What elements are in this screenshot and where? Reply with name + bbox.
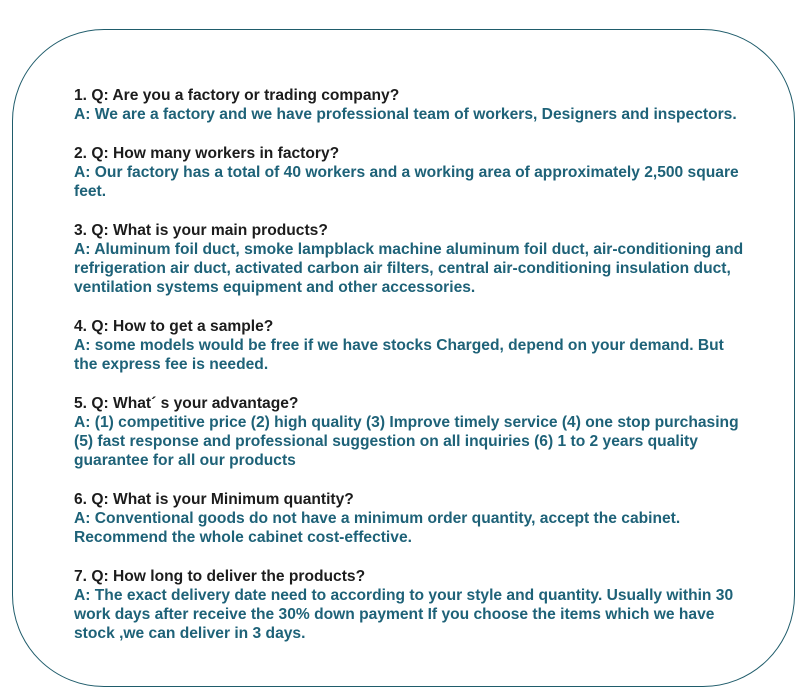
faq-answer-line: A: Our factory has a total of 40 workers and a working area of approximately 2,500 square (74, 164, 739, 181)
faq-list (74, 86, 774, 643)
faq-answer-line: work days after receive the 30% down payment If you choose the items which we have (74, 606, 715, 623)
faq-question: 6. Q: What is your Minimum quantity? (74, 491, 354, 508)
faq-question: 2. Q: How many workers in factory? (74, 145, 340, 162)
faq-answer-line: guarantee for all our products (74, 452, 296, 469)
faq-answer-line: A: The exact delivery date need to according to your style and quantity. Usually within 30 (74, 587, 734, 604)
faq-item (74, 394, 774, 470)
faq-item (74, 317, 774, 374)
faq-question: 7. Q: How long to deliver the products? (74, 568, 366, 585)
faq-question: 4. Q: How to get a sample? (74, 318, 274, 335)
faq-item (74, 86, 774, 124)
faq-answer-line: Recommend the whole cabinet cost-effective. (74, 529, 412, 546)
faq-item (74, 221, 774, 297)
faq-item (74, 490, 774, 547)
faq-answer-line: A: (1) competitive price (2) high quality (3) Improve timely service (4) one stop purchasing (74, 414, 739, 431)
faq-answer-line: the express fee is needed. (74, 356, 269, 373)
faq-answer-line: refrigeration air duct, activated carbon air filters, central air-conditioning insulation duct, (74, 260, 731, 277)
faq-question: 1. Q: Are you a factory or trading company? (74, 87, 400, 104)
faq-question: 3. Q: What is your main products? (74, 222, 328, 239)
faq-item (74, 567, 774, 643)
faq-answer-line: A: Conventional goods do not have a minimum order quantity, accept the cabinet. (74, 510, 681, 527)
faq-item (74, 144, 774, 201)
faq-answer-line: feet. (74, 183, 107, 200)
faq-answer-line: ventilation systems equipment and other accessories. (74, 279, 476, 296)
faq-answer-line: A: some models would be free if we have stocks Charged, depend on your demand. But (74, 337, 724, 354)
faq-answer-line: A: Aluminum foil duct, smoke lampblack machine aluminum foil duct, air-conditioning and (74, 241, 744, 258)
faq-answer-line: A: We are a factory and we have professional team of workers, Designers and inspectors. (74, 106, 737, 123)
faq-answer-line: stock ,we can deliver in 3 days. (74, 625, 306, 642)
faq-answer-line: (5) fast response and professional suggestion on all inquiries (6) 1 to 2 years quality (74, 433, 698, 450)
faq-question: 5. Q: What´ s your advantage? (74, 395, 299, 412)
